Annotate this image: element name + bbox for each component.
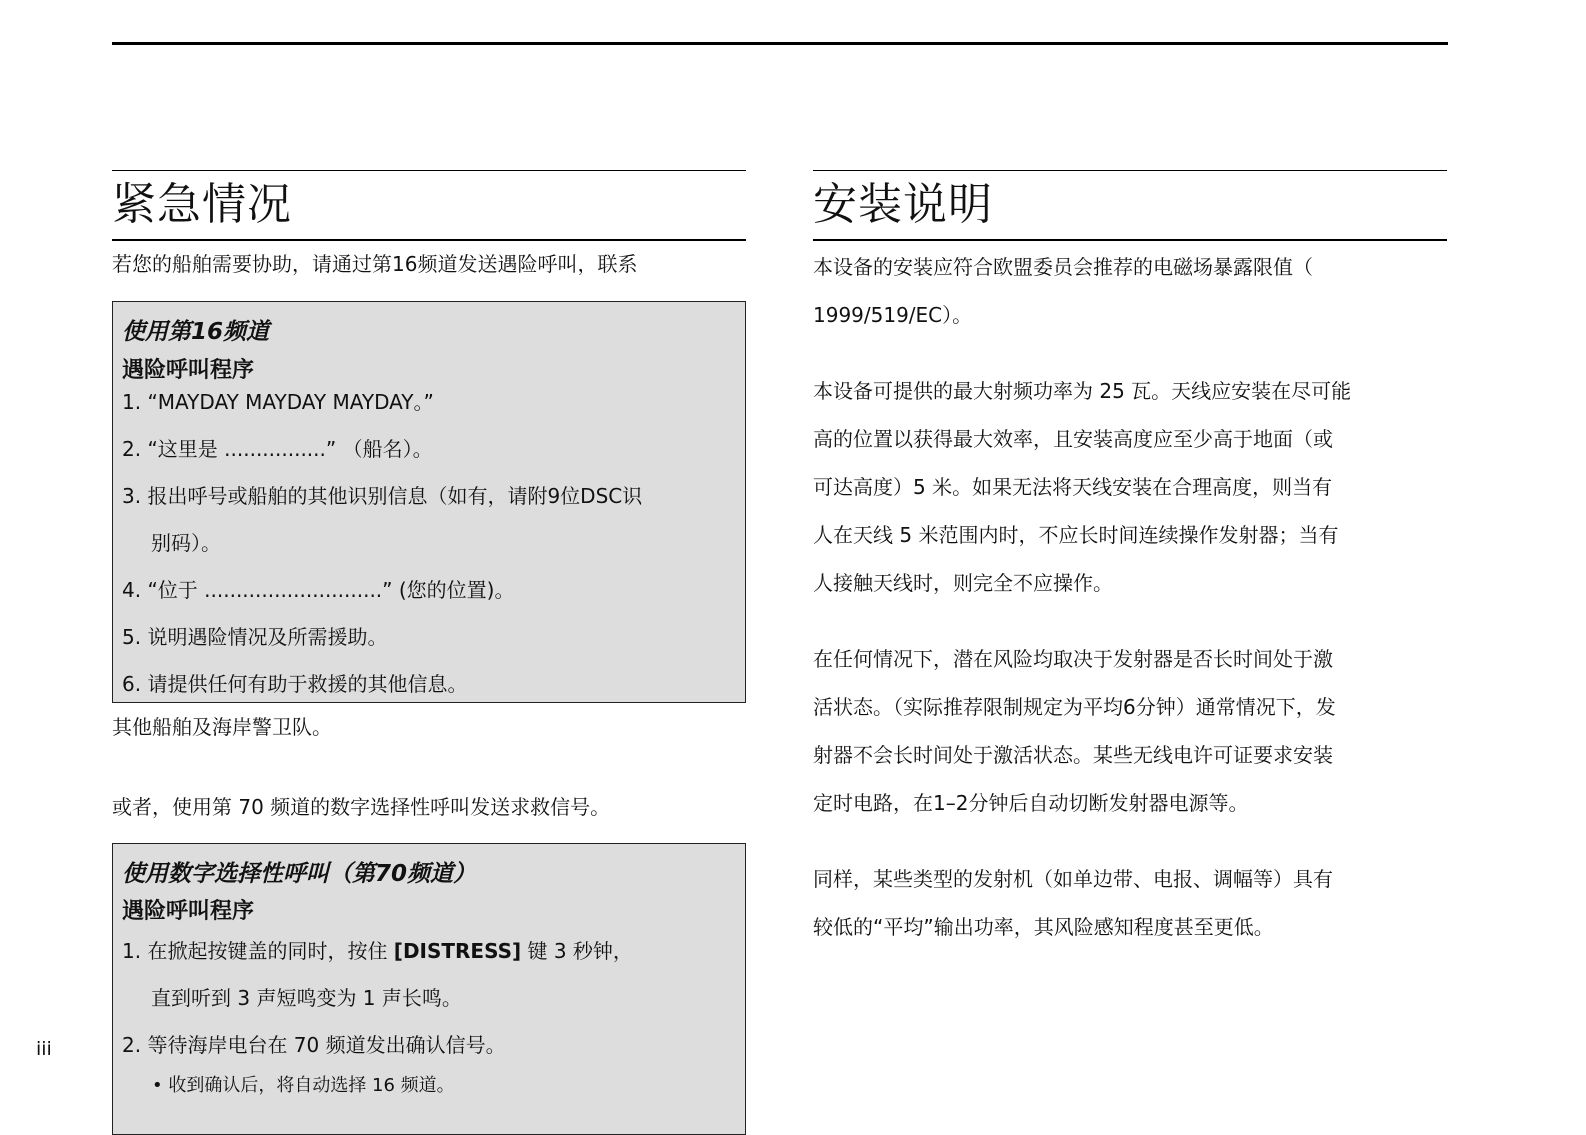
list-item: 3. 报出呼号或船舶的其他识别信息（如有，请附9位DSC识 [122,484,643,508]
item-text: 键 3 秒钟， [521,939,633,963]
body-line: 较低的“平均”输出功率，其风险感知程度甚至更低。 [813,915,1274,939]
body-line: 1999/519/EC）。 [813,303,973,327]
list-item: 6. 请提供任何有助于救援的其他信息。 [122,672,468,696]
body-line: 人接触天线时，则完全不应操作。 [813,571,1113,595]
emergency-intro: 若您的船舶需要协助，请通过第16频道发送遇险呼叫，联系 [112,252,638,276]
paragraph-gap [813,827,1447,855]
dsc-box [112,843,746,1135]
channel16-box-subtitle: 遇险呼叫程序 [122,358,255,383]
body-line: 同样，某些类型的发射机（如单边带、电报、调幅等）具有 [813,867,1333,891]
dsc-box-title: 使用数字选择性呼叫（第70频道） [122,861,477,887]
installation-body [813,243,1447,951]
dsc-box-subtitle: 遇险呼叫程序 [122,899,255,924]
body-line: 定时电路，在1–2分钟后自动切断发射器电源等。 [813,791,1249,815]
body-line: 高的位置以获得最大效率，且安装高度应至少高于地面（或 [813,427,1333,451]
body-line: 人在天线 5 米范围内时，不应长时间连续操作发射器；当有 [813,523,1339,547]
paragraph-gap [813,607,1447,635]
body-line: 在任何情况下，潜在风险均取决于发射器是否长时间处于激 [813,647,1333,671]
distress-key-label: [DISTRESS] [393,939,522,963]
after-box-text: 其他船舶及海岸警卫队。 [112,715,332,739]
item-text: 1. 在掀起按键盖的同时，按住 [122,939,394,963]
body-line: 活状态。（实际推荐限制规定为平均6分钟）通常情况下，发 [813,695,1336,719]
installation-section [813,170,1447,951]
list-item: 2. “这里是 ................” （船名）。 [122,437,433,461]
list-item-continuation: 直到听到 3 声短鸣变为 1 声长鸣。 [151,986,462,1010]
channel16-box-title: 使用第16频道 [122,319,270,345]
list-item: 4. “位于 ............................” (您的位置)。 [122,578,515,602]
alternative-text: 或者，使用第 70 频道的数字选择性呼叫发送求救信号。 [112,795,611,819]
list-item-continuation: 别码）。 [151,531,221,555]
bullet-item: • 收到确认后，将自动选择 16 频道。 [152,1075,455,1096]
body-line: 本设备可提供的最大射频功率为 25 瓦。天线应安装在尽可能 [813,379,1352,403]
list-item: 2. 等待海岸电台在 70 频道发出确认信号。 [122,1033,506,1057]
paragraph-gap [813,339,1447,367]
installation-title: 安装说明 [813,171,1447,241]
body-line: 射器不会长时间处于激活状态。某些无线电许可证要求安装 [813,743,1333,767]
emergency-section [112,170,746,287]
emergency-title: 紧急情况 [112,171,746,241]
body-line: 本设备的安装应符合欧盟委员会推荐的电磁场暴露限值（ [813,255,1313,279]
header-rule [112,42,1448,45]
list-item: 5. 说明遇险情况及所需援助。 [122,625,388,649]
page-number: iii [36,1038,52,1060]
body-line: 可达高度）5 米。如果无法将天线安装在合理高度，则当有 [813,475,1333,499]
list-item: 1. “MAYDAY MAYDAY MAYDAY。” [122,390,434,414]
list-item [122,928,745,975]
channel16-box [112,301,746,703]
